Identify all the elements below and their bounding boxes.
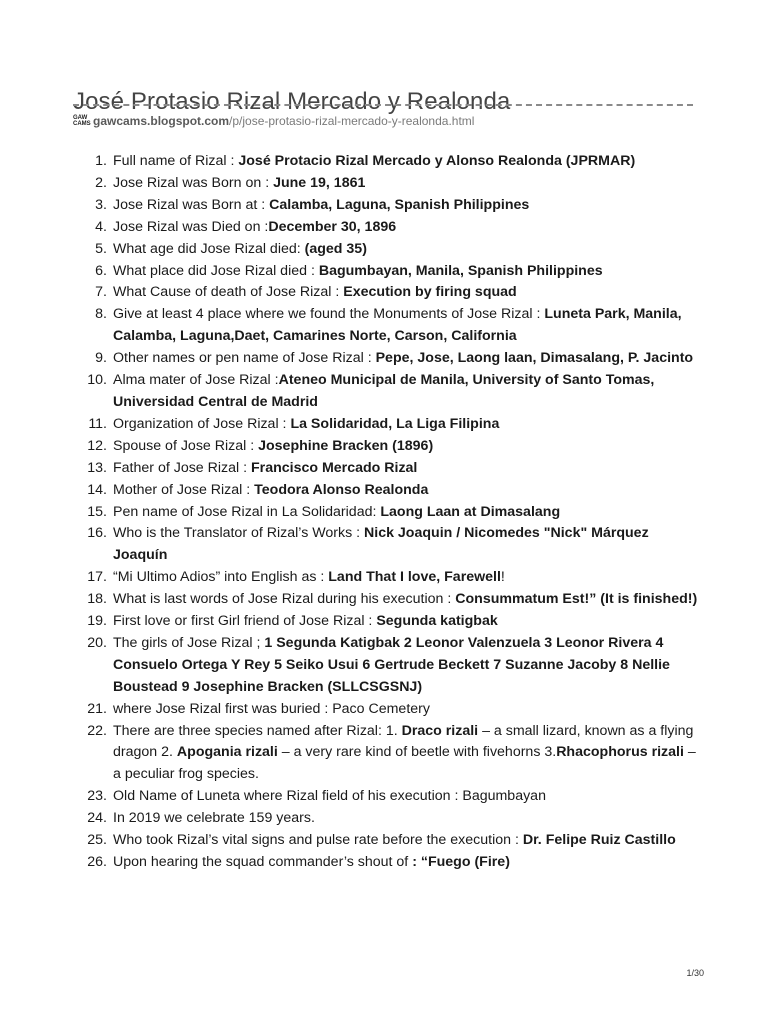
list-item-number: 8. <box>95 306 107 323</box>
question-text: There are three species named after Rizal: 1. <box>113 722 402 739</box>
list-item <box>73 261 705 283</box>
list-item <box>73 348 705 370</box>
list-item <box>73 567 705 589</box>
list-item <box>73 217 705 239</box>
source-domain-link[interactable]: gawcams.blogspot.com <box>93 114 230 128</box>
answer-text: June 19, 1861 <box>273 174 366 191</box>
list-item <box>73 239 705 261</box>
question-text: What age did Jose Rizal died: <box>113 240 305 257</box>
answer-text: : “Fuego (Fire) <box>412 854 510 870</box>
list-item <box>73 304 705 348</box>
answer-text: Segunda katigbak <box>376 613 498 630</box>
source-path-link[interactable]: /p/jose-protasio-rizal-mercado-y-realonda.html <box>229 114 475 128</box>
question-text: Full name of Rizal : <box>113 153 239 169</box>
list-item <box>73 370 705 414</box>
list-item-number: 12. <box>87 437 107 454</box>
question-text: where Jose Rizal first was buried : Paco Cemetery <box>113 700 430 717</box>
list-item <box>73 458 705 480</box>
list-item-number: 19. <box>87 613 107 630</box>
list-item-number: 26. <box>87 854 107 870</box>
list-item-number: 20. <box>87 634 107 651</box>
logo-text-top: GAW <box>73 115 88 121</box>
list-item-number: 16. <box>87 525 107 542</box>
gawcams-logo-icon <box>73 115 91 127</box>
answer-text: Dr. Felipe Ruiz Castillo <box>522 832 676 849</box>
list-item <box>73 480 705 502</box>
list-item-number: 11. <box>88 415 107 432</box>
list-item <box>73 611 705 633</box>
list-item-number: 4. <box>95 218 107 235</box>
list-item <box>73 633 705 699</box>
answer-text: Apogania rizali <box>176 744 278 761</box>
question-text: Organization of Jose Rizal : <box>113 415 291 432</box>
answer-text: Josephine Bracken (1896) <box>258 437 434 454</box>
question-text: Jose Rizal was Born on : <box>113 174 274 191</box>
list-item <box>73 808 705 830</box>
list-item <box>73 151 705 173</box>
list-item <box>73 589 705 611</box>
answer-text: José Protacio Rizal Mercado y Alonso Realonda (JPRMAR) <box>238 153 636 169</box>
question-text: First love or first Girl friend of Jose Rizal : <box>113 613 377 630</box>
question-text: – a very rare kind of beetle with fivehorns 3. <box>277 744 557 761</box>
list-item-number: 6. <box>95 262 107 279</box>
list-item <box>73 852 705 874</box>
question-text: Alma mater of Jose Rizal : <box>113 372 279 389</box>
list-item <box>73 282 705 304</box>
page-title: José Protasio Rizal Mercado y Realonda <box>73 88 511 116</box>
answer-text: (aged 35) <box>304 240 367 257</box>
question-text: Jose Rizal was Born at : <box>113 196 270 213</box>
question-text: Who is the Translator of Rizal’s Works : <box>113 525 364 542</box>
title-divider <box>73 104 693 106</box>
answer-text: Nick Joaquin / Nicomedes "Nick" Márquez Joaquín <box>113 525 649 564</box>
answer-text: Rhacophorus rizali <box>556 744 684 761</box>
answer-text: Consummatum Est!” (It is finished!) <box>455 591 698 608</box>
list-item <box>73 436 705 458</box>
question-text: – a small lizard, known as a flying dragon 2. <box>113 722 694 761</box>
page-number: 1/30 <box>686 968 704 978</box>
answer-text: Pepe, Jose, Laong laan, Dimasalang, P. Jacinto <box>375 350 694 367</box>
question-text: Mother of Jose Rizal : <box>113 481 255 498</box>
list-item-number: 25. <box>87 832 107 849</box>
answer-text: Laong Laan at Dimasalang <box>380 503 561 520</box>
list-item-number: 21. <box>87 700 107 717</box>
answer-text: Land That I love, Farewell <box>328 569 501 586</box>
answer-text: Draco rizali <box>401 722 479 739</box>
list-item-number: 1. <box>95 153 107 169</box>
list-item-number: 23. <box>87 788 107 805</box>
list-item <box>73 523 705 567</box>
answer-text: Bagumbayan, Manila, Spanish Philippines <box>318 262 603 279</box>
answer-text: La Solidaridad, La Liga Filipina <box>290 415 500 432</box>
list-item-number: 2. <box>95 174 107 191</box>
list-item-number: 18. <box>87 591 107 608</box>
list-item-number: 22. <box>87 722 107 739</box>
question-text: The girls of Jose Rizal ; <box>113 634 265 651</box>
question-text: Other names or pen name of Jose Rizal : <box>113 350 376 367</box>
question-text: “Mi Ultimo Adios” into English as : <box>113 569 329 586</box>
question-text: What is last words of Jose Rizal during his execution : <box>113 591 456 608</box>
list-item <box>73 414 705 436</box>
answer-text: Luneta Park, Manila, Calamba, Laguna,Daet, Camarines Norte, Carson, California <box>113 306 682 345</box>
question-text: Upon hearing the squad commander’s shout of <box>113 854 413 870</box>
list-item <box>73 786 705 808</box>
answer-text: Execution by firing squad <box>343 284 517 301</box>
list-item-number: 9. <box>95 350 107 367</box>
question-text: ! <box>500 569 505 586</box>
list-item-number: 14. <box>87 481 107 498</box>
question-text: What Cause of death of Jose Rizal : <box>113 284 344 301</box>
list-item <box>73 173 705 195</box>
list-item-number: 10. <box>87 372 107 389</box>
question-text: Give at least 4 place where we found the Monuments of Jose Rizal : <box>113 306 545 323</box>
answer-text: December 30, 1896 <box>268 218 397 235</box>
trivia-list <box>73 151 705 874</box>
answer-text: Teodora Alonso Realonda <box>254 481 429 498</box>
answer-text: 1 Segunda Katigbak 2 Leonor Valenzuela 3 Leonor Rivera 4 Consuelo Ortega Y Rey 5 Seiko Usui 6 Gertrude Beckett 7 Suzanne Jacoby 8 Nellie Boustead 9 Josephine Bracken (SLLCSGSNJ) <box>113 634 670 695</box>
list-item-number: 7. <box>95 284 107 301</box>
list-item-number: 17. <box>87 569 107 586</box>
list-item-number: 13. <box>87 459 107 476</box>
question-text: Old Name of Luneta where Rizal field of his execution : Bagumbayan <box>113 788 546 805</box>
answer-text: Calamba, Laguna, Spanish Philippines <box>269 196 530 213</box>
question-text: Father of Jose Rizal : <box>113 459 251 476</box>
list-item <box>73 195 705 217</box>
logo-text-bottom: CAMS <box>73 121 91 127</box>
list-item <box>73 721 705 787</box>
list-item-number: 15. <box>87 503 107 520</box>
answer-text: Francisco Mercado Rizal <box>251 459 418 476</box>
answer-text: Ateneo Municipal de Manila, University of Santo Tomas, Universidad Central de Madrid <box>113 372 655 410</box>
list-item <box>73 699 705 721</box>
question-text: – a peculiar frog species. <box>113 744 696 783</box>
question-text: Who took Rizal’s vital signs and pulse rate before the execution : <box>113 832 523 849</box>
question-text: Pen name of Jose Rizal in La Solidaridad: <box>113 503 381 520</box>
question-text: Spouse of Jose Rizal : <box>113 437 259 454</box>
question-text: In 2019 we celebrate 159 years. <box>113 810 315 827</box>
list-item-number: 5. <box>95 240 107 257</box>
list-item-number: 3. <box>95 196 107 213</box>
list-item <box>73 502 705 524</box>
question-text: What place did Jose Rizal died : <box>113 262 319 279</box>
question-text: Jose Rizal was Died on : <box>113 218 269 235</box>
list-item-number: 24. <box>87 810 107 827</box>
source-line <box>73 112 474 130</box>
list-item <box>73 830 705 852</box>
